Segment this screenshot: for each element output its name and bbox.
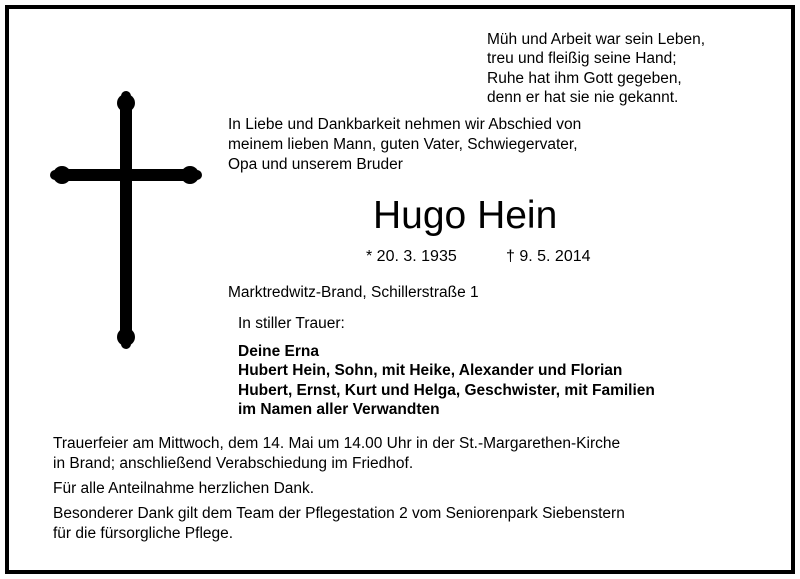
poem-line: treu und fleißig seine Hand; (487, 50, 677, 68)
ceremony-info (53, 434, 620, 474)
poem-line: Ruhe hat ihm Gott gegeben, (487, 69, 682, 87)
intro-line: meinem lieben Mann, guten Vater, Schwiegervater, (228, 136, 578, 153)
mourners-list (238, 342, 655, 420)
address: Marktredwitz-Brand, Schillerstraße 1 (228, 284, 479, 301)
intro-text (228, 115, 581, 175)
intro-line: Opa und unserem Bruder (228, 156, 403, 173)
mourner-line: Deine Erna (238, 343, 319, 360)
ceremony-line: in Brand; anschließend Verabschiedung im Friedhof. (53, 455, 414, 472)
birth-date: * 20. 3. 1935 (366, 248, 457, 265)
poem-line: denn er hat sie nie gekannt. (487, 88, 679, 106)
special-thanks-line: für die fürsorgliche Pflege. (53, 525, 234, 542)
mourning-heading: In stiller Trauer: (238, 315, 345, 332)
cross-icon (45, 90, 205, 350)
mourner-line: im Namen aller Verwandten (238, 401, 440, 419)
poem (487, 30, 705, 107)
deceased-name: Hugo Hein (373, 194, 558, 237)
poem-line: Müh und Arbeit war sein Leben, (487, 31, 705, 48)
intro-line: In Liebe und Dankbarkeit nehmen wir Abschied von (228, 116, 582, 133)
special-thanks (53, 504, 625, 544)
thanks-text: Für alle Anteilnahme herzlichen Dank. (53, 480, 315, 497)
death-date: † 9. 5. 2014 (506, 248, 591, 265)
ceremony-line: Trauerfeier am Mittwoch, dem 14. Mai um 14.00 Uhr in der St.-Margarethen-Kirche (53, 435, 621, 452)
special-thanks-line: Besonderer Dank gilt dem Team der Pflegestation 2 vom Seniorenpark Siebenstern (53, 505, 625, 522)
mourner-line: Hubert, Ernst, Kurt und Helga, Geschwister, mit Familien (238, 381, 655, 399)
mourner-line: Hubert Hein, Sohn, mit Heike, Alexander und Florian (238, 362, 623, 380)
